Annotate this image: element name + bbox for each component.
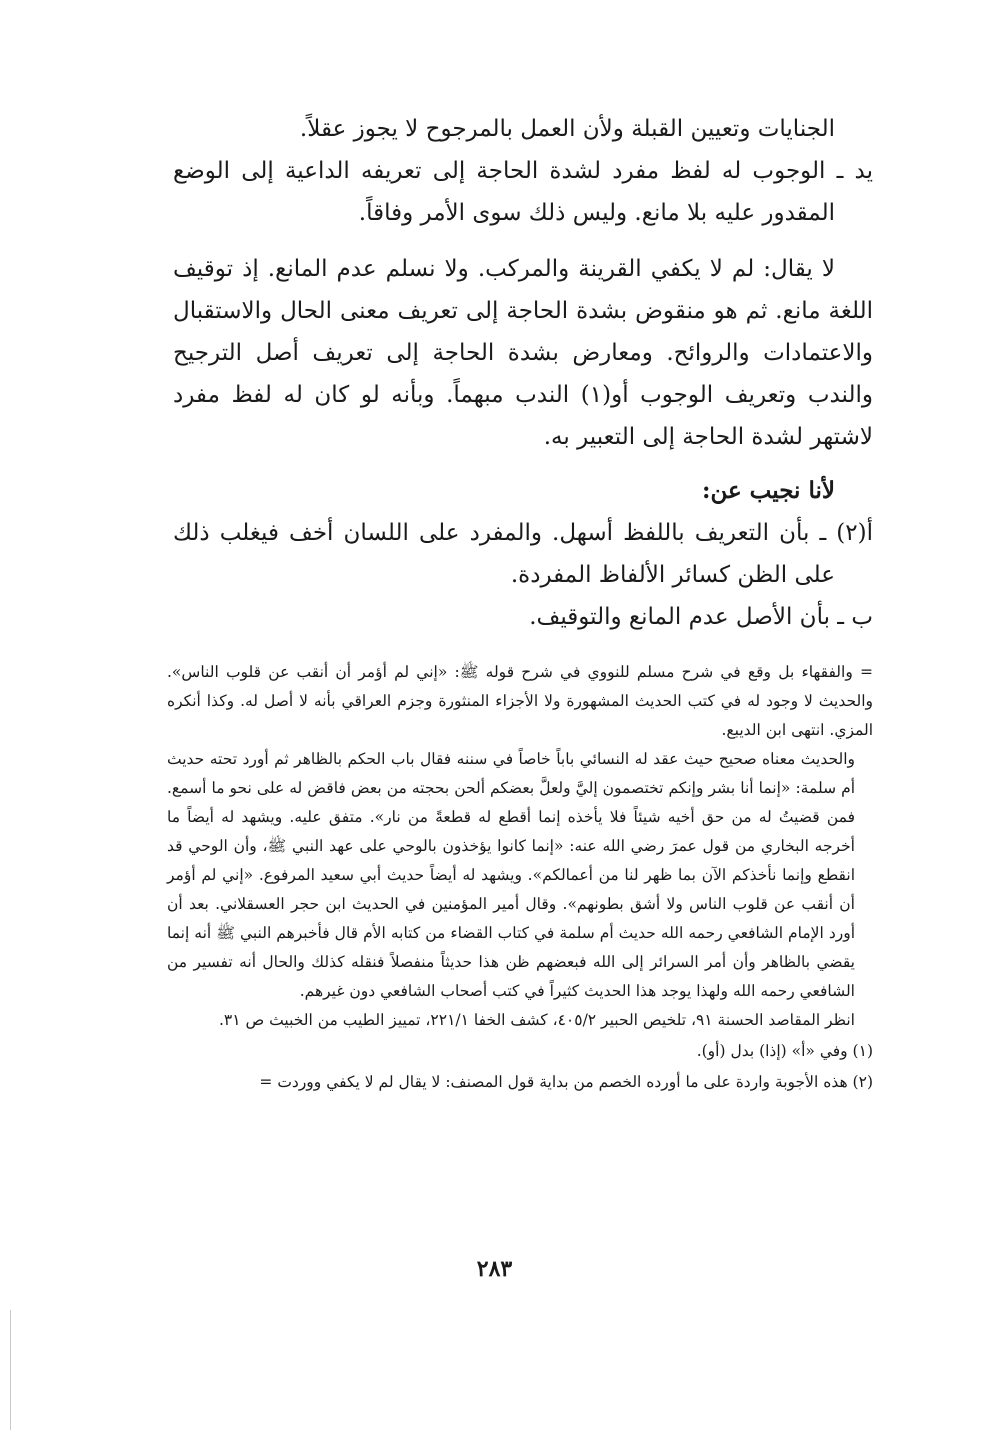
- answer-alif: أ(٢) ـ بأن التعريف باللفظ أسهل. والمفرد على اللسان أخف فيغلب ذلك على الظن كسائر الألفاظ المفردة.: [173, 520, 873, 588]
- answer-ba: ب ـ بأن الأصل عدم المانع والتوقيف.: [529, 604, 873, 630]
- footnote-1: (١) وفي «أ» (إذا) بدل (أو).: [696, 1042, 873, 1060]
- objection-paragraph: لا يقال: لم لا يكفي القرينة والمركب. ولا نسلم عدم المانع. إذ توقيف اللغة مانع. ثم هو منقوض بشدة الحاجة إلى تعريف معنى الحال والاستقبال والاعتمادات والروائح. ومعارض بشدة الحاجة إلى تعريف أصل الترجيح والندب وتعريف الوجوب أو(١) الندب مبهماً. وبأنه لو كان له لفظ مفرد لاشتهر لشدة الحاجة إلى التعبير به.: [173, 256, 873, 450]
- continued-line: الجنايات وتعيين القبلة ولأن العمل بالمرجوح لا يجوز عقلاً.: [299, 116, 835, 142]
- main-text: [173, 108, 873, 638]
- item-ya-dal: يد ـ الوجوب له لفظ مفرد لشدة الحاجة إلى تعريفه الداعية إلى الوضع المقدور عليه بلا مانع. وليس ذلك سوى الأمر وفاقاً.: [173, 158, 873, 226]
- footnotes: [167, 658, 873, 1097]
- scan-edge-line: [10, 1310, 11, 1430]
- footnote-references: انظر المقاصد الحسنة ٩١، تلخيص الحبير ٤٠٥/٢، كشف الخفا ٢٢١/١، تمييز الطيب من الخبيث ص ٣١.: [218, 1011, 855, 1029]
- footnote-2: (٢) هذه الأجوبة واردة على ما أورده الخصم من بداية قول المصنف: لا يقال لم لا يكفي ووردت =: [259, 1073, 873, 1091]
- page-number: ٢٨٣: [476, 1256, 513, 1282]
- footnote-continued: = والفقهاء بل وقع في شرح مسلم للنووي في شرح قوله ﷺ: «إني لم أؤمر أن أنقب عن قلوب الناس». والحديث لا وجود له في كتب الحديث المشهورة ولا الأجزاء المنثورة وجزم العراقي بأنه لا أصل له. وكذا أنكره المزي. انتهى ابن الديبع.: [167, 663, 873, 739]
- footnote-hadith-meaning: والحديث معناه صحيح حيث عقد له النسائي باباً خاصاً في سننه فقال باب الحكم بالظاهر ثم أورد تحته حديث أم سلمة: «إنما أنا بشر وإنكم تختصمون إليَّ ولعلَّ بعضكم ألحن بحجته من بعض فاقض له على نحو ما أسمع. فمن قضيتُ له من حق أخيه شيئاً فلا يأخذه إنما أقطع له قطعةً من نار». متفق عليه. ويشهد له أيضاً ما أخرجه البخاري من قول عمرَ رضي الله عنه: «إنما كانوا يؤخذون بالوحي على عهد النبي ﷺ، وأن الوحي قد انقطع وإنما نأخذكم الآن بما ظهر لنا من أعمالكم». ويشهد له أيضاً حديث أبي سعيد المرفوع. «إني لم أؤمر أن أنقب عن قلوب الناس ولا أشق بطونهم». وقال أمير المؤمنين في الحديث ابن حجر العسقلاني. بعد أن أورد الإمام الشافعي رحمه الله حديث أم سلمة في كتاب القضاء من كتابه الأم قال فأخبرهم النبي ﷺ أنه إنما يقضي بالظاهر وأن أمر السرائر إلى الله فبعضهم ظن هذا حديثاً منفصلاً فنقله كذلك والحال أنه تفسير من الشافعي رحمه الله ولهذا يوجد هذا الحديث كثيراً في كتب أصحاب الشافعي دون غيرهم.: [167, 750, 855, 1000]
- answer-heading: لأنا نجيب عن:: [701, 477, 835, 504]
